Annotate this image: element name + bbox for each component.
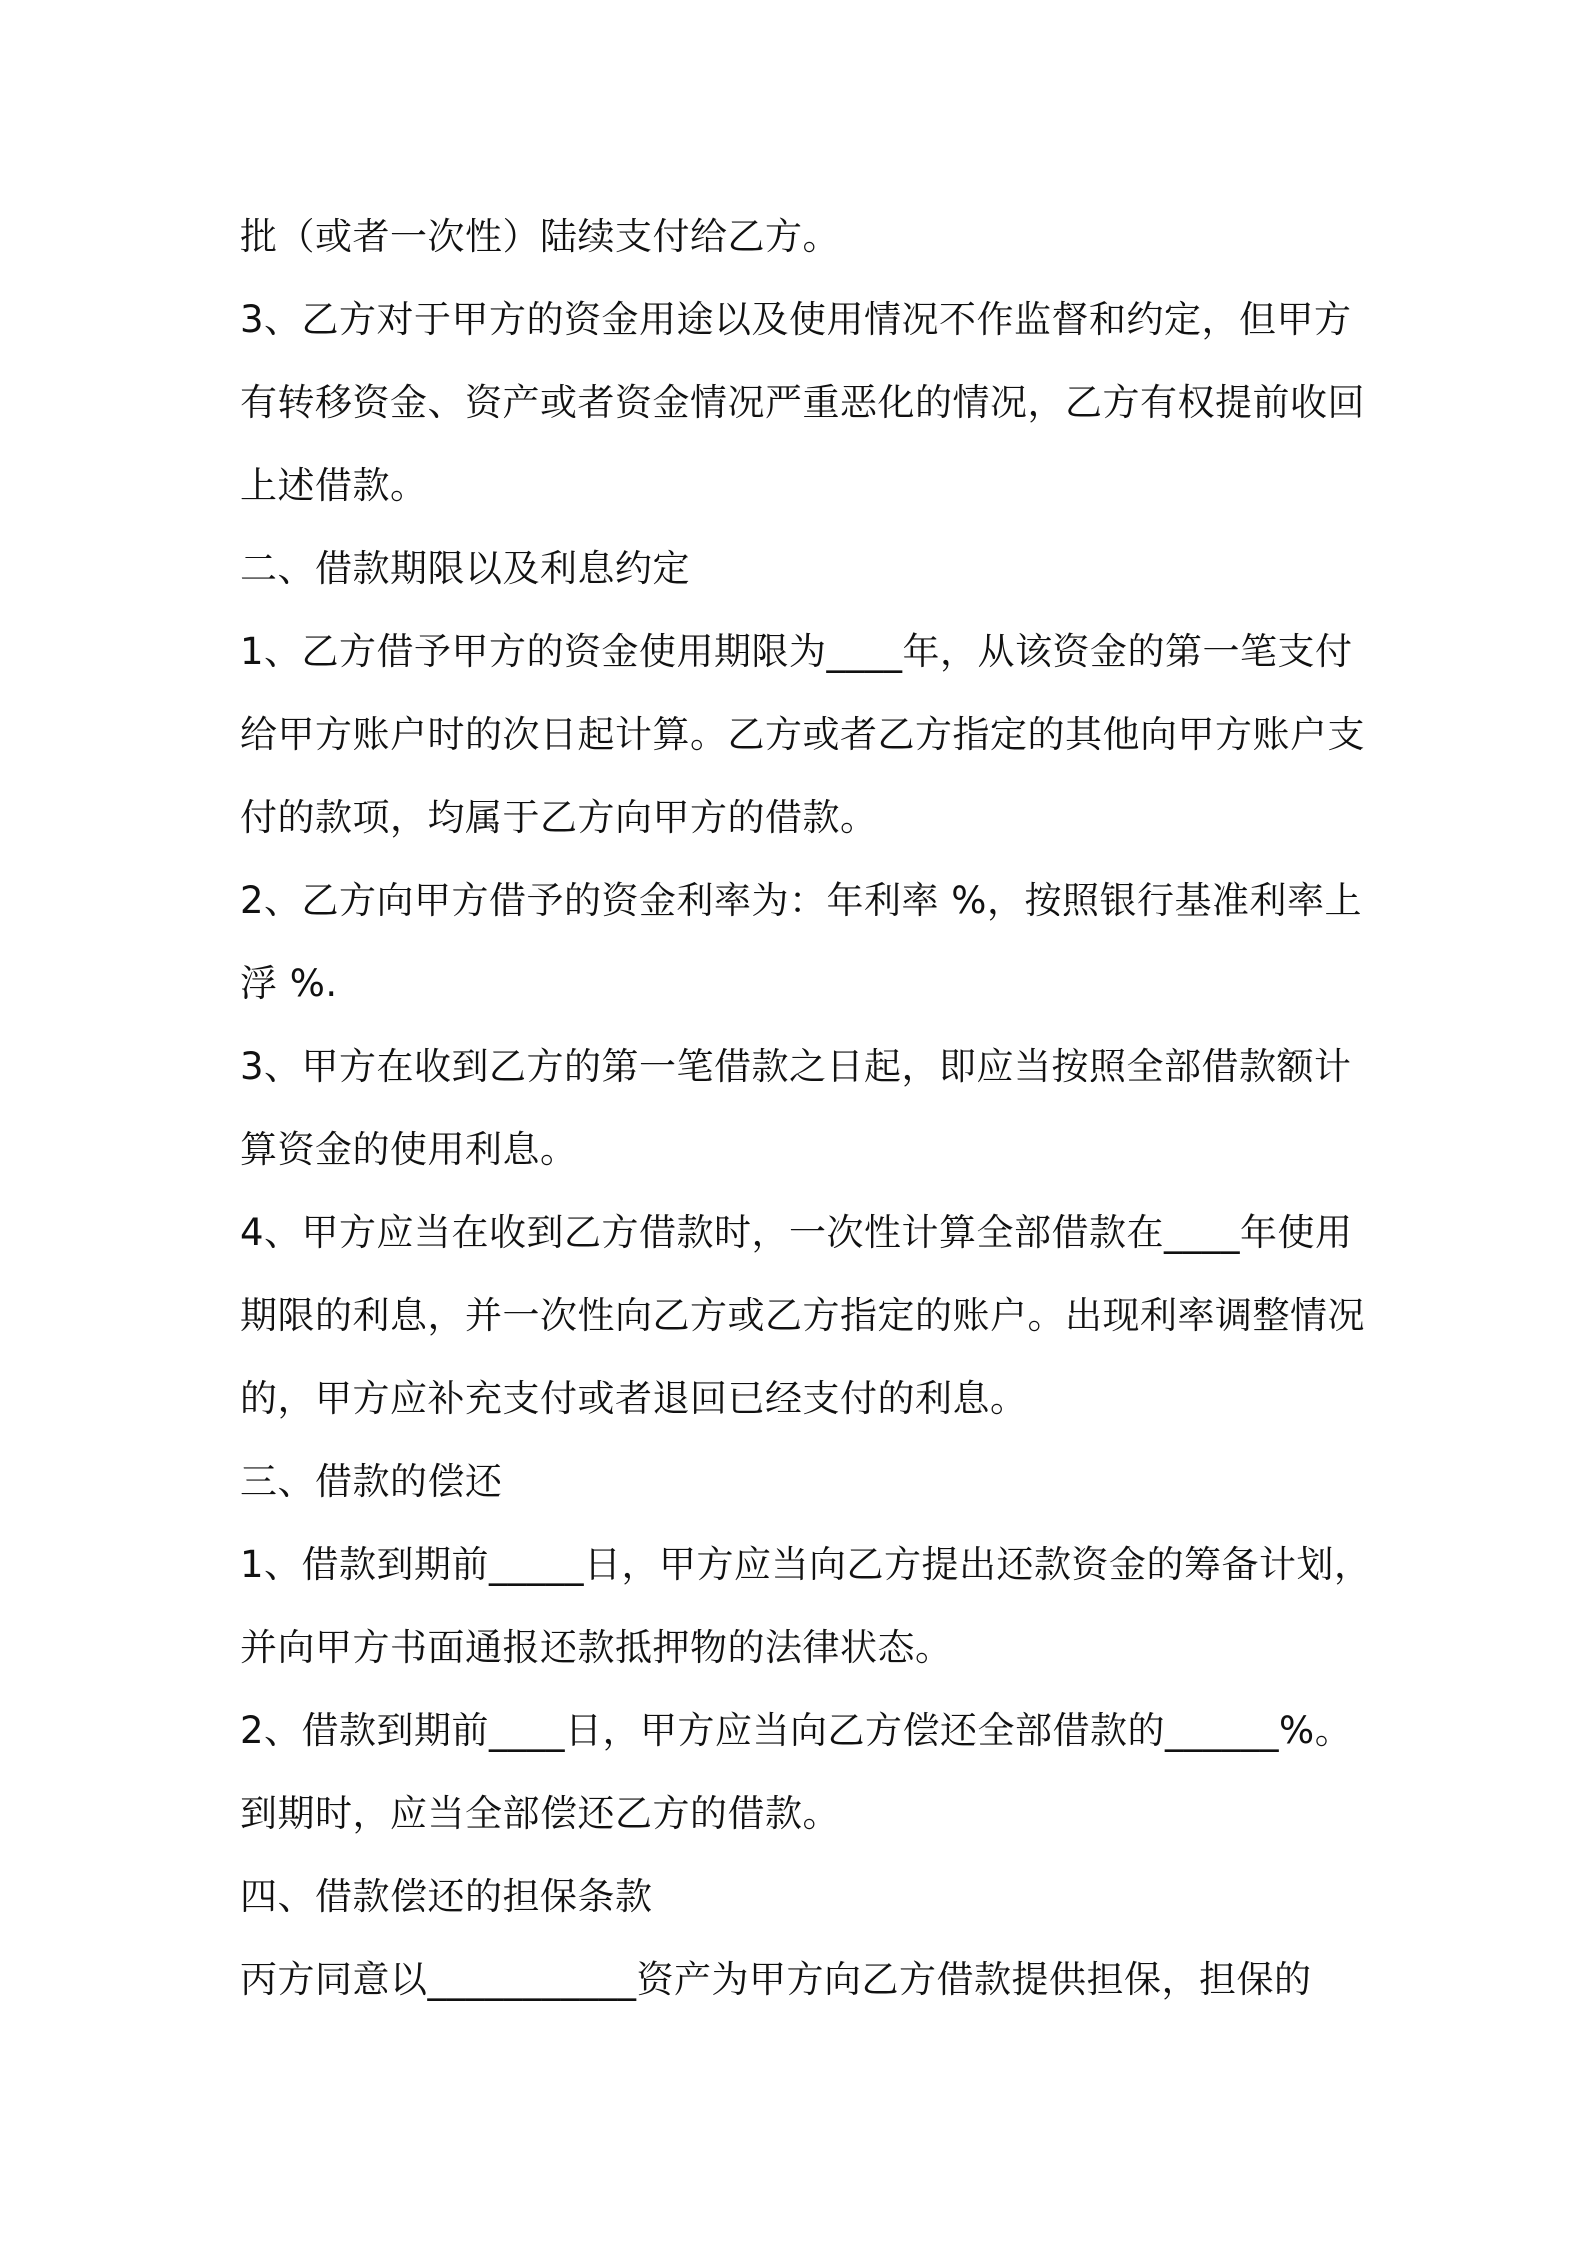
text-line: 算资金的使用利息。 <box>240 1128 578 1171</box>
text-line: 的，甲方应补充支付或者退回已经支付的利息。 <box>240 1377 1028 1420</box>
section-heading: 二、借款期限以及利息约定 <box>240 547 690 590</box>
text-line: 批（或者一次性）陆续支付给乙方。 <box>240 215 840 258</box>
clause-text: 1、借款到期前_____日，甲方应当向乙方提出还款资金的筹备计划， <box>240 1543 1372 1586</box>
text-line: 并向甲方书面通报还款抵押物的法律状态。 <box>240 1626 953 1669</box>
text-line: 浮 %. <box>240 962 338 1005</box>
text-line: 上述借款。 <box>240 464 428 507</box>
section-heading: 三、借款的偿还 <box>240 1460 503 1503</box>
clause-text: 4、甲方应当在收到乙方借款时，一次性计算全部借款在____年使用 <box>240 1211 1353 1254</box>
section-heading: 四、借款偿还的担保条款 <box>240 1875 653 1918</box>
clause-text: 2、借款到期前____日，甲方应当向乙方偿还全部借款的______%。 <box>240 1709 1353 1752</box>
text-line: 给甲方账户时的次日起计算。乙方或者乙方指定的其他向甲方账户支 <box>240 713 1365 756</box>
contract-body <box>240 195 1372 2021</box>
clause-text: 1、乙方借予甲方的资金使用期限为____年，从该资金的第一笔支付 <box>240 630 1353 673</box>
clause-text: 3、甲方在收到乙方的第一笔借款之日起，即应当按照全部借款额计 <box>240 1045 1352 1088</box>
text-line: 付的款项，均属于乙方向甲方的借款。 <box>240 796 878 839</box>
text-line: 到期时，应当全部偿还乙方的借款。 <box>240 1792 840 1835</box>
clause-text: 2、乙方向甲方借予的资金利率为：年利率 %，按照银行基准利率上 <box>240 879 1362 922</box>
text-line: 有转移资金、资产或者资金情况严重恶化的情况，乙方有权提前收回 <box>240 381 1365 424</box>
text-line: 期限的利息，并一次性向乙方或乙方指定的账户。出现利率调整情况 <box>240 1294 1365 1337</box>
clause-text: 3、乙方对于甲方的资金用途以及使用情况不作监督和约定，但甲方 <box>240 298 1352 341</box>
clause-text: 丙方同意以___________资产为甲方向乙方借款提供担保，担保的 <box>240 1958 1312 2001</box>
